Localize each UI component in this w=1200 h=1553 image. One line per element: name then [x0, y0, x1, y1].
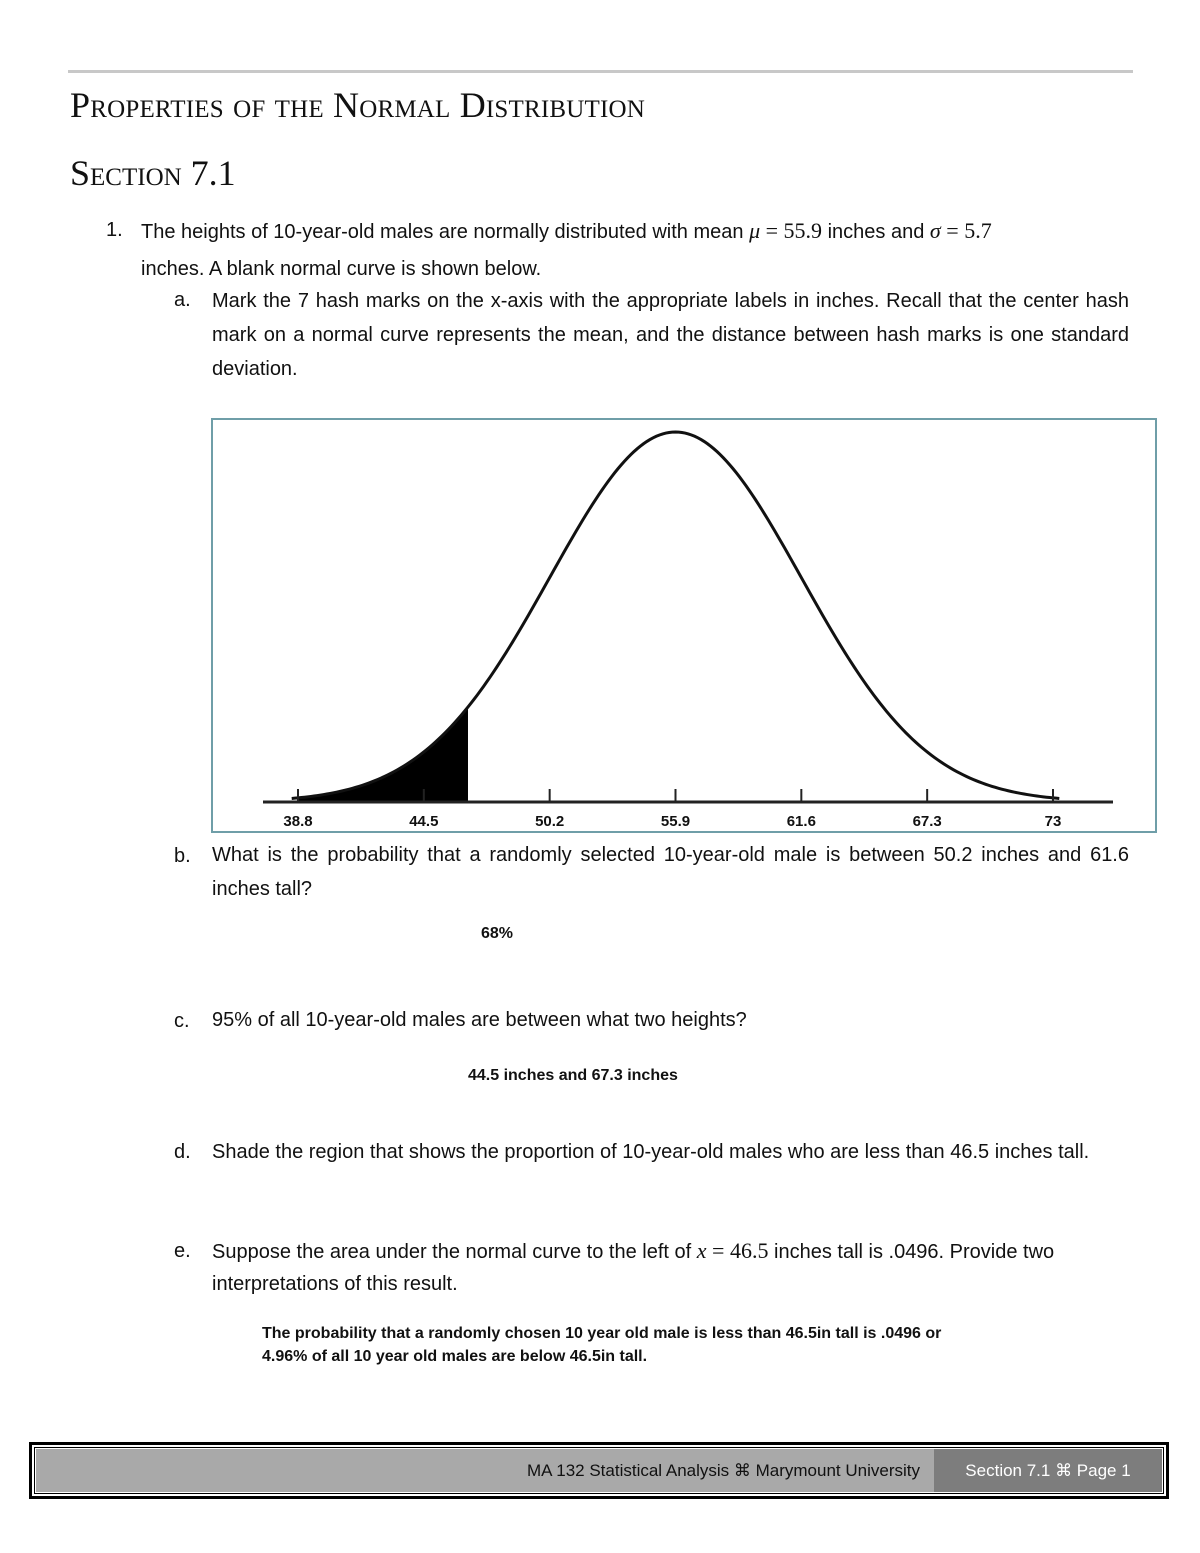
mu-value: = 55.9	[760, 218, 823, 243]
part-e-answer-line1: The probability that a randomly chosen 10 year old male is less than 46.5in tall is .0496 or	[262, 1325, 942, 1342]
part-b-label: b.	[174, 845, 191, 867]
part-d-text: Shade the region that shows the proportion of 10-year-old males who are less than 46.5 inches tall.	[212, 1141, 1090, 1163]
x-tick-label: 44.5	[409, 813, 439, 830]
part-e-rest: inches tall is .0496. Provide two	[774, 1241, 1055, 1263]
part-b-answer: 68%	[481, 925, 514, 942]
part-a-text: Mark the 7 hash marks on the x-axis with the appropriate labels in inches. Recall that the center hash mark on a normal curve represents the mean, and the distance between hash marks is one standard deviation.	[212, 290, 1129, 380]
part-e-label: e.	[174, 1240, 191, 1262]
mu-symbol: μ	[749, 218, 761, 243]
normal-curve-svg	[213, 420, 1155, 831]
part-c-label: c.	[174, 1010, 190, 1032]
question-1-line2: inches. A blank normal curve is shown below.	[141, 258, 542, 280]
part-b-text: What is the probability that a randomly selected 10-year-old male is between 50.2 inches and 61.6 inches tall?	[212, 844, 1129, 900]
x-value: = 46.5	[706, 1238, 769, 1263]
part-e-intro: Suppose the area under the normal curve to the left of	[212, 1241, 692, 1263]
part-e-line1	[212, 1234, 1129, 1269]
header-rule	[68, 70, 1133, 73]
question-number: 1.	[106, 219, 123, 241]
shaded-region	[298, 707, 468, 802]
question-1-inches-and: inches and	[827, 221, 925, 243]
x-tick-label: 38.8	[283, 813, 313, 830]
x-tick-label: 67.3	[912, 813, 942, 830]
x-tick-label: 50.2	[535, 813, 565, 830]
part-e-answer-line2: 4.96% of all 10 year old males are below 46.5in tall.	[262, 1348, 648, 1365]
normal-curve	[292, 432, 1060, 798]
part-a-label: a.	[174, 289, 191, 311]
sigma-symbol: σ	[929, 218, 941, 243]
question-1-intro: The heights of 10-year-old males are normally distributed with mean	[141, 221, 744, 243]
x-tick-label: 73	[1044, 813, 1062, 830]
part-d-label: d.	[174, 1141, 191, 1163]
x-symbol: x	[696, 1238, 707, 1263]
part-e-line2: interpretations of this result.	[212, 1273, 458, 1295]
x-tick-label: 61.6	[786, 813, 816, 830]
page-title: Properties of the Normal Distribution	[70, 85, 646, 125]
part-c-answer: 44.5 inches and 67.3 inches	[468, 1067, 678, 1084]
footer-course: MA 132 Statistical Analysis ⌘ Marymount University	[36, 1449, 934, 1492]
part-c-text: 95% of all 10-year-old males are between what two heights?	[212, 1009, 747, 1031]
section-heading: Section 7.1	[70, 153, 236, 193]
normal-curve-chart	[211, 418, 1157, 833]
question-1-line1	[141, 214, 1129, 249]
sigma-value: = 5.7	[940, 218, 992, 243]
footer-page: Section 7.1 ⌘ Page 1	[934, 1449, 1162, 1492]
x-tick-label: 55.9	[660, 813, 691, 830]
